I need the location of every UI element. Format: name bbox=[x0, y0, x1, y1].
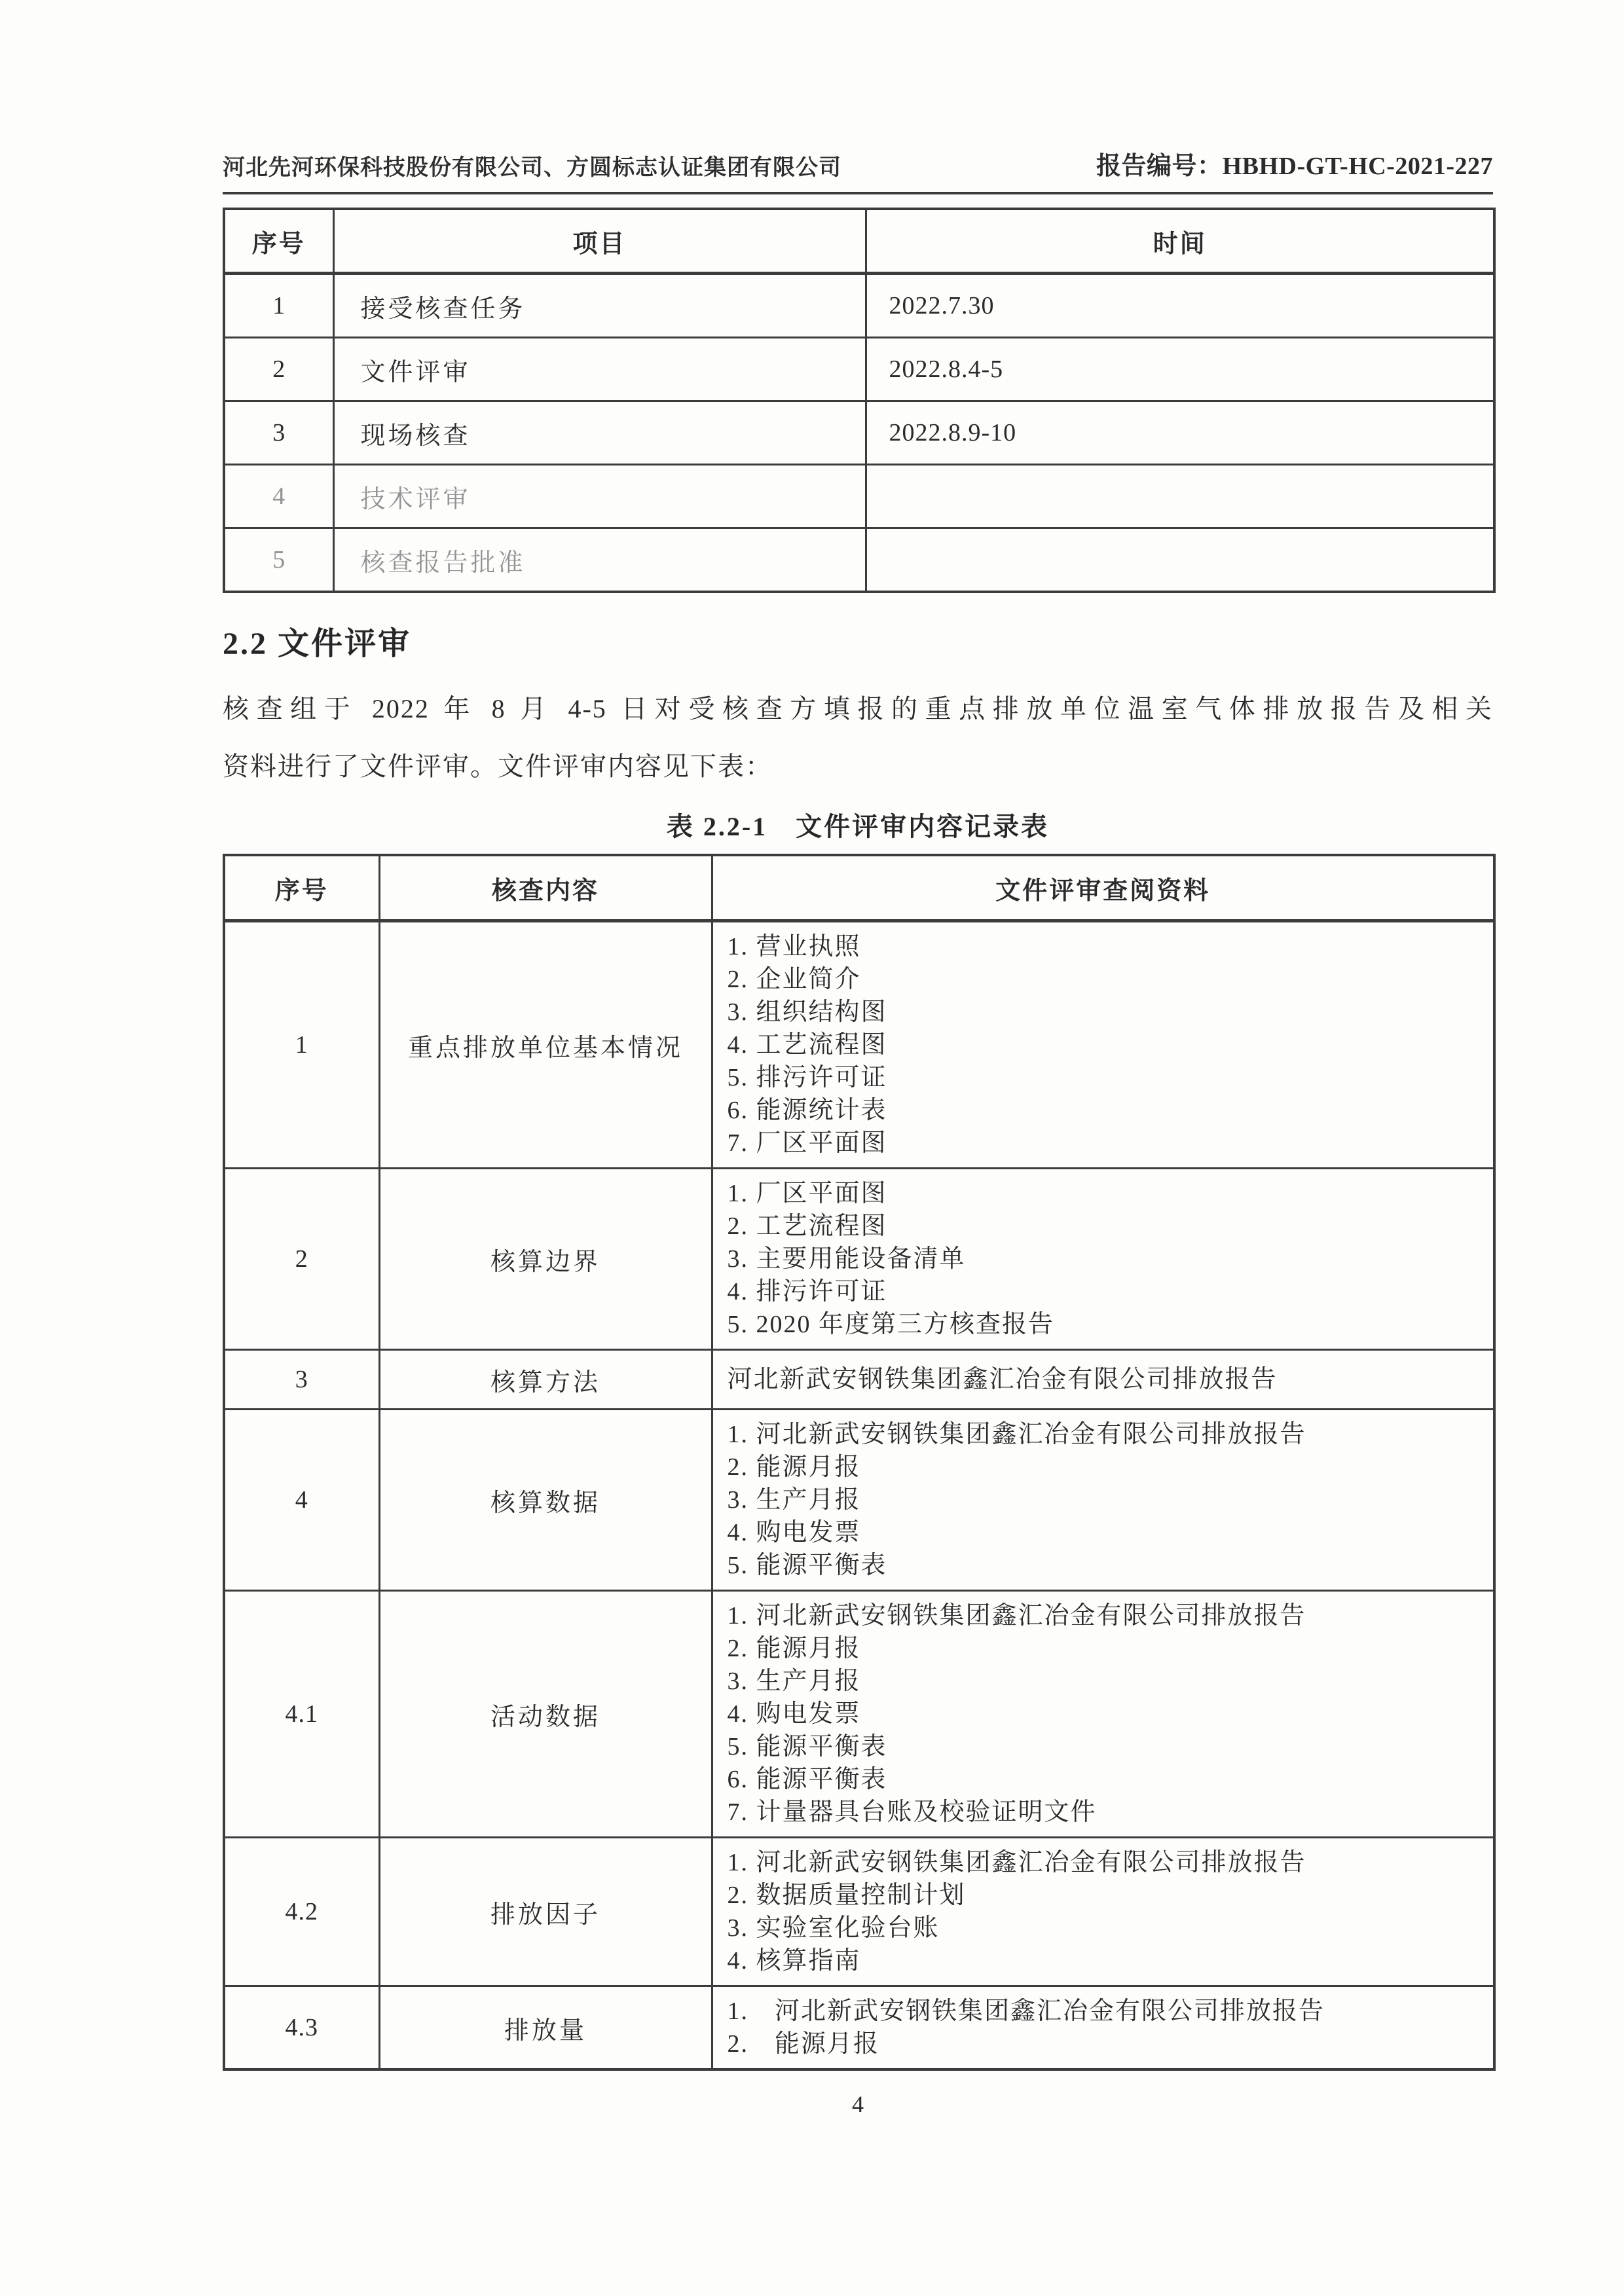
materials-cell bbox=[712, 1169, 1494, 1350]
material-line: 1. 营业执照 bbox=[727, 933, 861, 960]
material-line: 3. 生产月报 bbox=[727, 1486, 861, 1514]
materials-cell bbox=[712, 1350, 1494, 1410]
seq-cell: 4.3 bbox=[224, 1986, 379, 2070]
table-row bbox=[224, 274, 1494, 338]
material-line: 3. 生产月报 bbox=[727, 1667, 861, 1695]
material-line: 1. 河北新武安钢铁集团鑫汇冶金有限公司排放报告 bbox=[727, 1421, 1306, 1448]
material-line: 3. 主要用能设备清单 bbox=[727, 1245, 966, 1273]
table-header-row bbox=[224, 855, 1494, 921]
column-header-seq: 序号 bbox=[224, 209, 333, 274]
material-line: 3. 实验室化验台账 bbox=[727, 1914, 940, 1942]
review-table bbox=[223, 854, 1496, 2071]
review-table-body bbox=[224, 921, 1494, 2070]
materials-cell bbox=[712, 1410, 1494, 1591]
material-line: 5. 能源平衡表 bbox=[727, 1552, 887, 1579]
content-cell: 核算方法 bbox=[379, 1350, 712, 1410]
seq-cell: 1 bbox=[224, 921, 379, 1169]
material-line: 2. 能源月报 bbox=[727, 1635, 861, 1662]
table-row bbox=[224, 1986, 1494, 2070]
item-cell: 核查报告批准 bbox=[333, 528, 866, 592]
column-header-time: 时间 bbox=[866, 209, 1494, 274]
materials-cell bbox=[712, 1591, 1494, 1838]
seq-cell: 4 bbox=[224, 1410, 379, 1591]
table-header-row bbox=[224, 209, 1494, 274]
material-line: 7. 计量器具台账及校验证明文件 bbox=[727, 1798, 1097, 1826]
material-line: 7. 厂区平面图 bbox=[727, 1129, 887, 1157]
item-cell: 文件评审 bbox=[333, 338, 866, 401]
seq-cell: 2 bbox=[224, 338, 333, 401]
table-row bbox=[224, 1350, 1494, 1410]
table-row bbox=[224, 338, 1494, 401]
material-line: 2. 数据质量控制计划 bbox=[727, 1882, 966, 1909]
material-line: 3. 组织结构图 bbox=[727, 998, 887, 1026]
report-number-label: 报告编号： bbox=[1096, 153, 1223, 180]
column-header-materials: 文件评审查阅资料 bbox=[712, 855, 1494, 921]
section-heading: 2.2 文件评审 bbox=[223, 627, 412, 661]
content-cell: 重点排放单位基本情况 bbox=[379, 921, 712, 1169]
page-header bbox=[223, 0, 1493, 194]
time-cell: 2022.8.9-10 bbox=[866, 401, 1494, 465]
table-row bbox=[224, 1410, 1494, 1591]
material-line: 4. 工艺流程图 bbox=[727, 1031, 887, 1059]
column-header-content: 核查内容 bbox=[379, 855, 712, 921]
table-row bbox=[224, 528, 1494, 592]
item-cell: 技术评审 bbox=[333, 465, 866, 528]
time-cell: 2022.7.30 bbox=[866, 274, 1494, 338]
header-company-names: 河北先河环保科技股份有限公司、方圆标志认证集团有限公司 bbox=[223, 156, 841, 180]
material-line: 6. 能源平衡表 bbox=[727, 1766, 887, 1793]
material-line: 2. 能源月报 bbox=[727, 2030, 880, 2058]
seq-cell: 3 bbox=[224, 1350, 379, 1410]
time-cell bbox=[866, 528, 1494, 592]
material-line: 2. 能源月报 bbox=[727, 1453, 861, 1481]
materials-cell bbox=[712, 1986, 1494, 2070]
content-cell: 核算边界 bbox=[379, 1169, 712, 1350]
content-cell: 排放因子 bbox=[379, 1838, 712, 1986]
paragraph-line-2: 资料进行了文件评审。文件评审内容见下表： bbox=[223, 752, 773, 781]
table-caption: 表 2.2-1 文件评审内容记录表 bbox=[666, 812, 1050, 841]
schedule-table bbox=[223, 208, 1496, 593]
material-line: 2. 企业简介 bbox=[727, 966, 861, 993]
page-content bbox=[223, 0, 1493, 2118]
time-cell: 2022.8.4-5 bbox=[866, 338, 1494, 401]
time-cell bbox=[866, 465, 1494, 528]
material-line: 5. 2020 年度第三方核查报告 bbox=[727, 1311, 1055, 1338]
schedule-table-body bbox=[224, 274, 1494, 592]
material-line: 4. 排污许可证 bbox=[727, 1278, 887, 1305]
seq-cell: 4.1 bbox=[224, 1591, 379, 1838]
table-row bbox=[224, 465, 1494, 528]
material-line: 河北新武安钢铁集团鑫汇冶金有限公司排放报告 bbox=[727, 1366, 1278, 1393]
material-line: 4. 购电发票 bbox=[727, 1700, 861, 1728]
seq-cell: 4.2 bbox=[224, 1838, 379, 1986]
seq-cell: 3 bbox=[224, 401, 333, 465]
table-row bbox=[224, 921, 1494, 1169]
content-cell: 核算数据 bbox=[379, 1410, 712, 1591]
material-line: 5. 能源平衡表 bbox=[727, 1733, 887, 1760]
seq-cell: 1 bbox=[224, 274, 333, 338]
material-line: 1. 河北新武安钢铁集团鑫汇冶金有限公司排放报告 bbox=[727, 1849, 1306, 1876]
header-report-number bbox=[1096, 145, 1493, 181]
item-cell: 现场核查 bbox=[333, 401, 866, 465]
content-cell: 活动数据 bbox=[379, 1591, 712, 1838]
page-number: 4 bbox=[852, 2091, 864, 2117]
seq-cell: 2 bbox=[224, 1169, 379, 1350]
material-line: 5. 排污许可证 bbox=[727, 1064, 887, 1091]
table-row bbox=[224, 1838, 1494, 1986]
table-row bbox=[224, 1591, 1494, 1838]
report-number-value: HBHD-GT-HC-2021-227 bbox=[1222, 153, 1493, 180]
paragraph-line-1: 核查组于 2022 年 8 月 4-5 日对受核查方填报的重点排放单位温室气体排放报告及相关 bbox=[223, 694, 1493, 723]
seq-cell: 5 bbox=[224, 528, 333, 592]
materials-cell bbox=[712, 1838, 1494, 1986]
content-cell: 排放量 bbox=[379, 1986, 712, 2070]
column-header-item: 项目 bbox=[333, 209, 866, 274]
review-table-header bbox=[224, 855, 1494, 921]
material-line: 4. 购电发票 bbox=[727, 1519, 861, 1546]
item-cell: 接受核查任务 bbox=[333, 274, 866, 338]
material-line: 2. 工艺流程图 bbox=[727, 1212, 887, 1240]
schedule-table-header bbox=[224, 209, 1494, 274]
seq-cell: 4 bbox=[224, 465, 333, 528]
material-line: 1. 厂区平面图 bbox=[727, 1180, 887, 1207]
column-header-seq: 序号 bbox=[224, 855, 379, 921]
section-paragraph bbox=[223, 680, 1493, 795]
material-line: 4. 核算指南 bbox=[727, 1947, 861, 1975]
material-line: 1. 河北新武安钢铁集团鑫汇冶金有限公司排放报告 bbox=[727, 1997, 1325, 2025]
materials-cell bbox=[712, 921, 1494, 1169]
material-line: 6. 能源统计表 bbox=[727, 1097, 887, 1124]
material-line: 1. 河北新武安钢铁集团鑫汇冶金有限公司排放报告 bbox=[727, 1602, 1306, 1630]
table-row bbox=[224, 1169, 1494, 1350]
table-row bbox=[224, 401, 1494, 465]
